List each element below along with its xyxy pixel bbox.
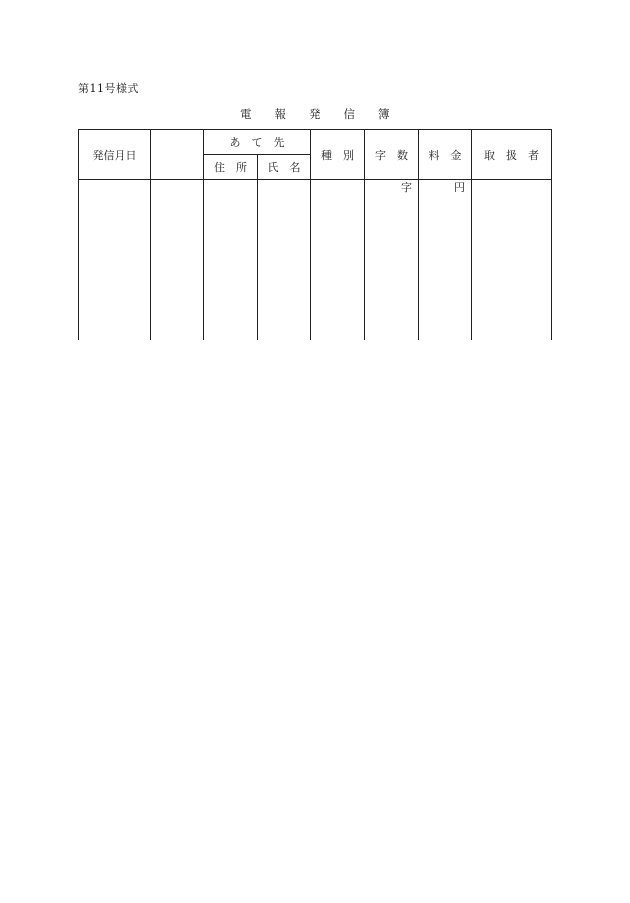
- unit-char: 字: [401, 181, 412, 194]
- header-address: 住 所: [204, 155, 258, 180]
- header-char-count: 字 数: [365, 130, 419, 180]
- cell-name: [258, 180, 311, 340]
- cell-fee: [419, 180, 472, 340]
- unit-yen: 円: [454, 181, 465, 194]
- header-row-1: [79, 130, 552, 155]
- header-date: 発信月日: [79, 130, 151, 180]
- entry-row: [79, 180, 552, 340]
- form-number-label: 第11号様式: [78, 82, 139, 95]
- cell-handler: [472, 180, 552, 340]
- cell-address: [204, 180, 258, 340]
- cell-date: [79, 180, 151, 340]
- header-recipient: あ て 先: [204, 130, 311, 155]
- cell-type: [311, 180, 365, 340]
- document-title: 電 報 発 信 簿: [240, 107, 390, 121]
- telegram-log-table: [78, 129, 552, 340]
- cell-char-count: [365, 180, 419, 340]
- header-handler: 取 扱 者: [472, 130, 552, 180]
- header-blank: [151, 130, 204, 180]
- header-type: 種 別: [311, 130, 365, 180]
- cell-blank: [151, 180, 204, 340]
- header-fee: 料 金: [419, 130, 472, 180]
- header-name: 氏 名: [258, 155, 311, 180]
